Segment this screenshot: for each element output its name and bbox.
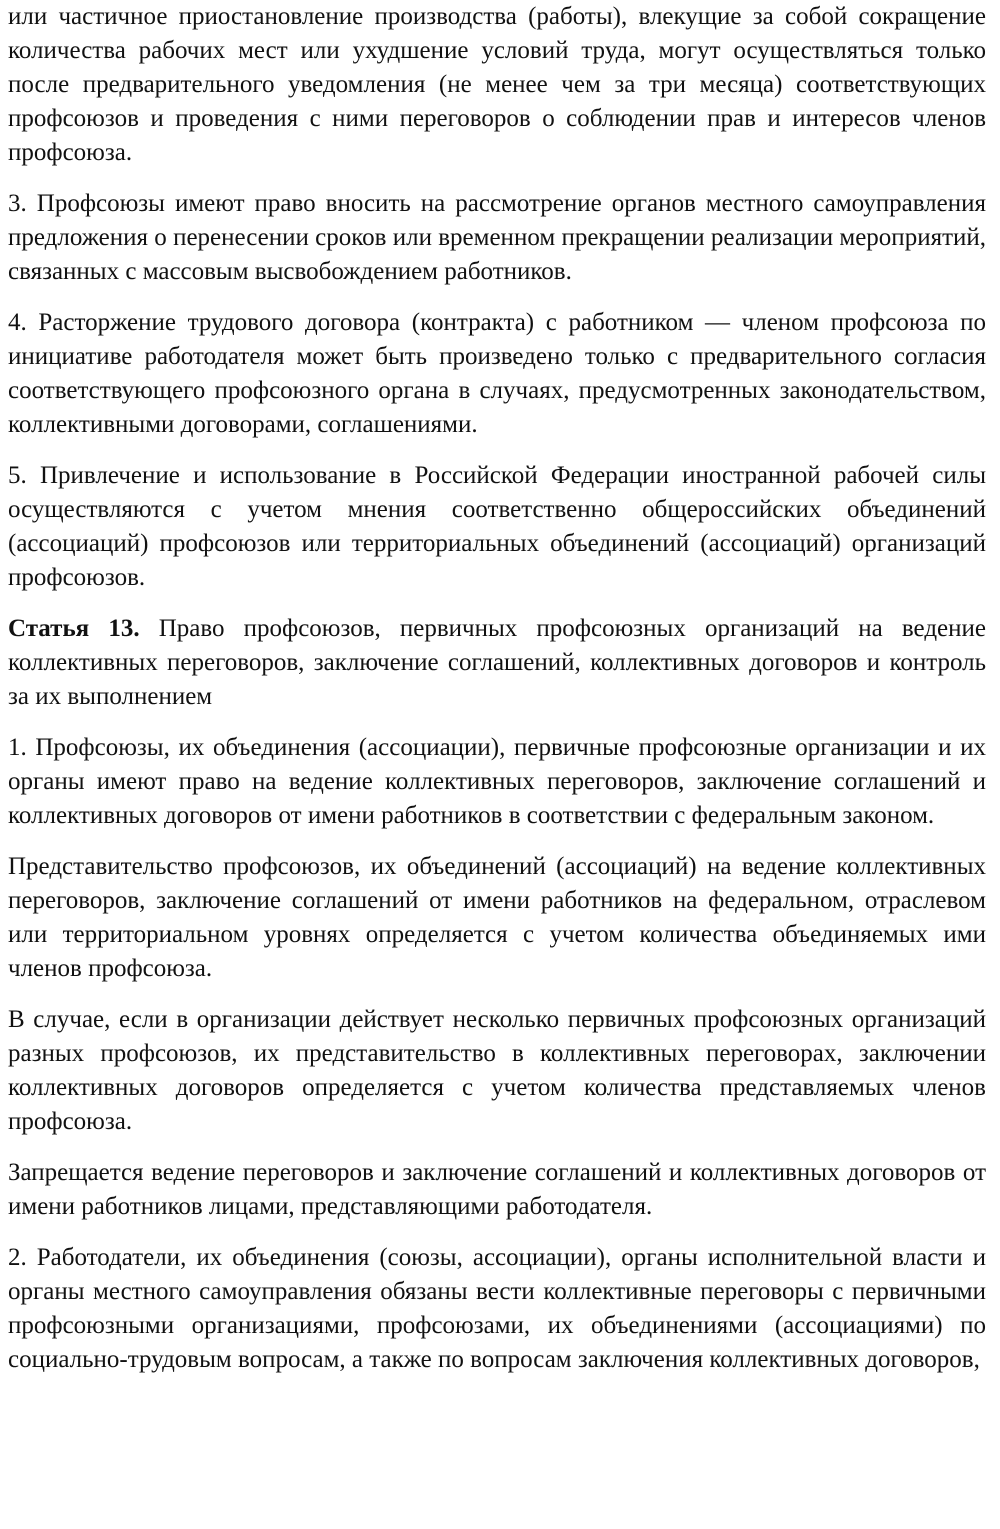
article-label: Статья 13.	[8, 615, 140, 642]
paragraph-item-3: 3. Профсоюзы имеют право вносить на рассмотрение органов местного самоуправления предложения о перенесении сроков или временном прекращении реализации мероприятий, связанных с массовым высвобождением работников.	[8, 190, 986, 285]
article-title: Право профсоюзов, первичных профсоюзных организаций на ведение коллективных переговоров, заключение соглашений, коллективных договоров и контроль за их выполнением	[8, 615, 986, 710]
paragraph-item-4: 4. Расторжение трудового договора (контракта) с работником — членом профсоюза по инициативе работодателя может быть произведено только с предварительного согласия соответствующего профсоюзного органа в случаях, предусмотренных законодательством, коллективными договорами, соглашениями.	[8, 309, 986, 438]
paragraph-continuation: или частичное приостановление производства (работы), влекущие за собой сокращение количества рабочих мест или ухудшение условий труда, могут осуществляться только после предварительного уведомления (не менее чем за три месяца) соответствующих профсоюзов и проведения с ними переговоров о соблюдении прав и интересов членов профсоюза.	[8, 3, 986, 166]
article-paragraph-2: 2. Работодатели, их объединения (союзы, ассоциации), органы исполнительной власти и органы местного самоуправления обязаны вести коллективные переговоры с первичными профсоюзными организациями, профсоюзами, их объединениями (ассоциациями) по социально-трудовым вопросам, а также по вопросам заключения коллективных договоров,	[8, 1244, 986, 1373]
article-paragraph-prohibition: Запрещается ведение переговоров и заключение соглашений и коллективных договоров от имени работников лицами, представляющими работодателя.	[8, 1159, 986, 1220]
article-paragraph-multiple-unions: В случае, если в организации действует несколько первичных профсоюзных организаций разных профсоюзов, их представительство в коллективных переговорах, заключении коллективных договоров определяется с учетом количества представляемых членов профсоюза.	[8, 1006, 986, 1135]
paragraph-item-5: 5. Привлечение и использование в Российской Федерации иностранной рабочей силы осуществляются с учетом мнения соответственно общероссийских объединений (ассоциаций) профсоюзов или территориальных объединений (ассоциаций) организаций профсоюзов.	[8, 462, 986, 591]
article-paragraph-representation: Представительство профсоюзов, их объединений (ассоциаций) на ведение коллективных переговоров, заключение соглашений от имени работников на федеральном, отраслевом или территориальном уровнях определяется с учетом количества объединяемых ими членов профсоюза.	[8, 853, 986, 982]
article-paragraph-1: 1. Профсоюзы, их объединения (ассоциации), первичные профсоюзные организации и их органы имеют право на ведение коллективных переговоров, заключение соглашений и коллективных договоров от имени работников в соответствии с федеральным законом.	[8, 734, 986, 829]
document-page	[8, 0, 986, 1377]
article-heading	[8, 612, 986, 714]
